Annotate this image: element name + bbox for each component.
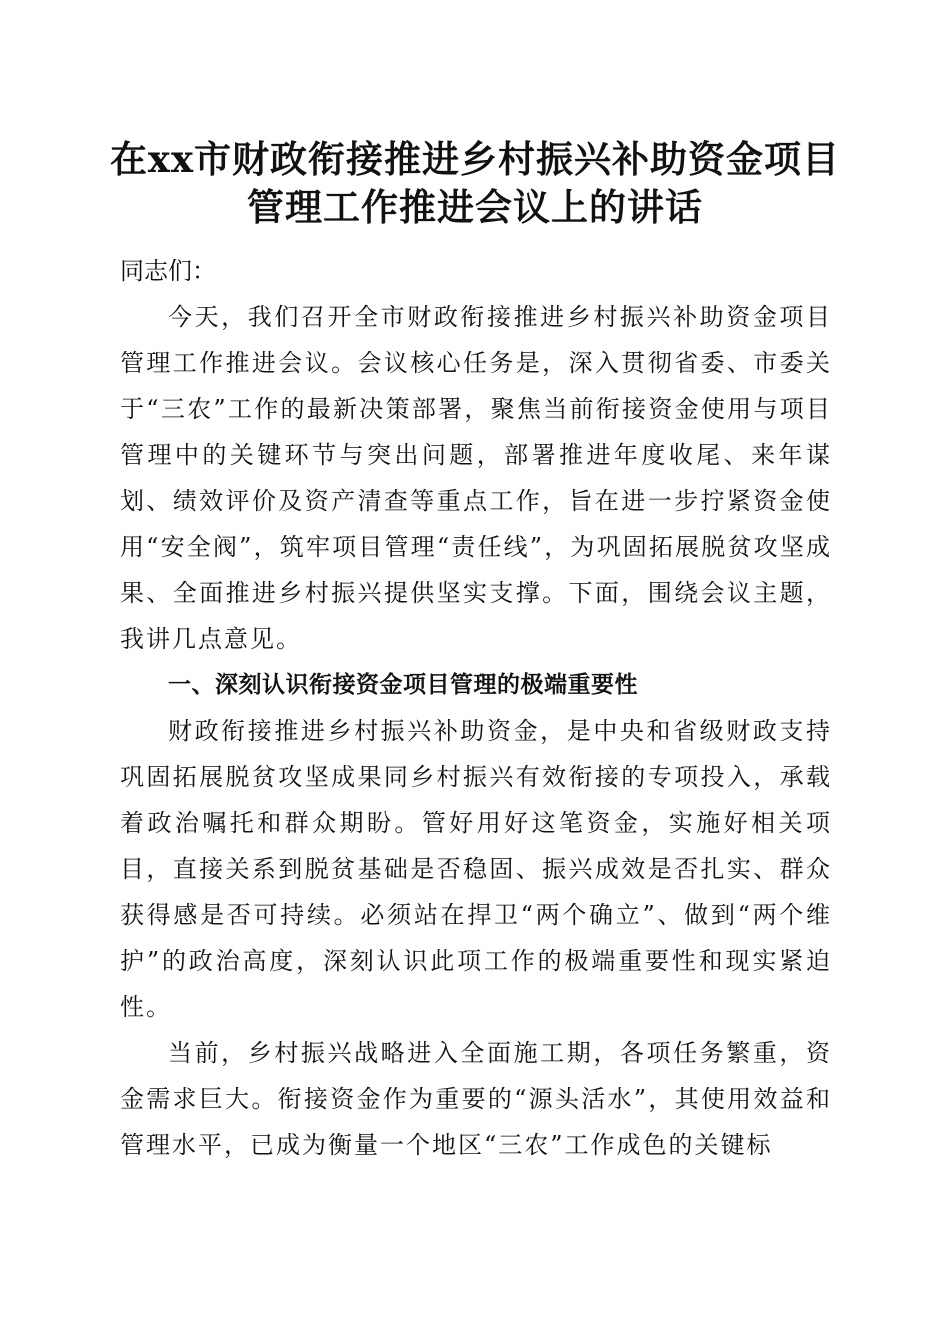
intro-paragraph: 今天，我们召开全市财政衔接推进乡村振兴补助资金项目管理工作推进会议。会议核心任务是，深入贯彻省委、市委关于“三农”工作的最新决策部署，聚焦当前衔接资金使用与项目管理中的关键环节与突出问题，部署推进年度收尾、来年谋划、绩效评价及资产清查等重点工作，旨在进一步拧紧资金使用“安全阀”，筑牢项目管理“责任线”，为巩固拓展脱贫攻坚成果、全面推进乡村振兴提供坚实支撑。下面，围绕会议主题，我讲几点意见。 <box>120 303 832 653</box>
section-1-heading: 一、深刻认识衔接资金项目管理的极端重要性 <box>168 672 638 698</box>
section-1-paragraph-1: 财政衔接推进乡村振兴补助资金，是中央和省级财政支持巩固拓展脱贫攻坚成果同乡村振兴有效衔接的专项投入，承载着政治嘱托和群众期盼。管好用好这笔资金，实施好相关项目，直接关系到脱贫基础是否稳固、振兴成效是否扎实、群众获得感是否可持续。必须站在捍卫“两个确立”、做到“两个维护”的政治高度，深刻认识此项工作的极端重要性和现实紧迫性。 <box>120 717 832 1021</box>
salutation: 同志们： <box>120 257 216 285</box>
document-body <box>120 248 832 1168</box>
section-1-paragraph-2: 当前，乡村振兴战略进入全面施工期，各项任务繁重，资金需求巨大。衔接资金作为重要的“源头活水”，其使用效益和管理水平，已成为衡量一个地区“三农”工作成色的关键标 <box>120 1039 832 1159</box>
document-title-line-1: 在xx市财政衔接推进乡村振兴补助资金项目 <box>109 137 841 181</box>
document-title-line-2: 管理工作推进会议上的讲话 <box>247 185 703 229</box>
